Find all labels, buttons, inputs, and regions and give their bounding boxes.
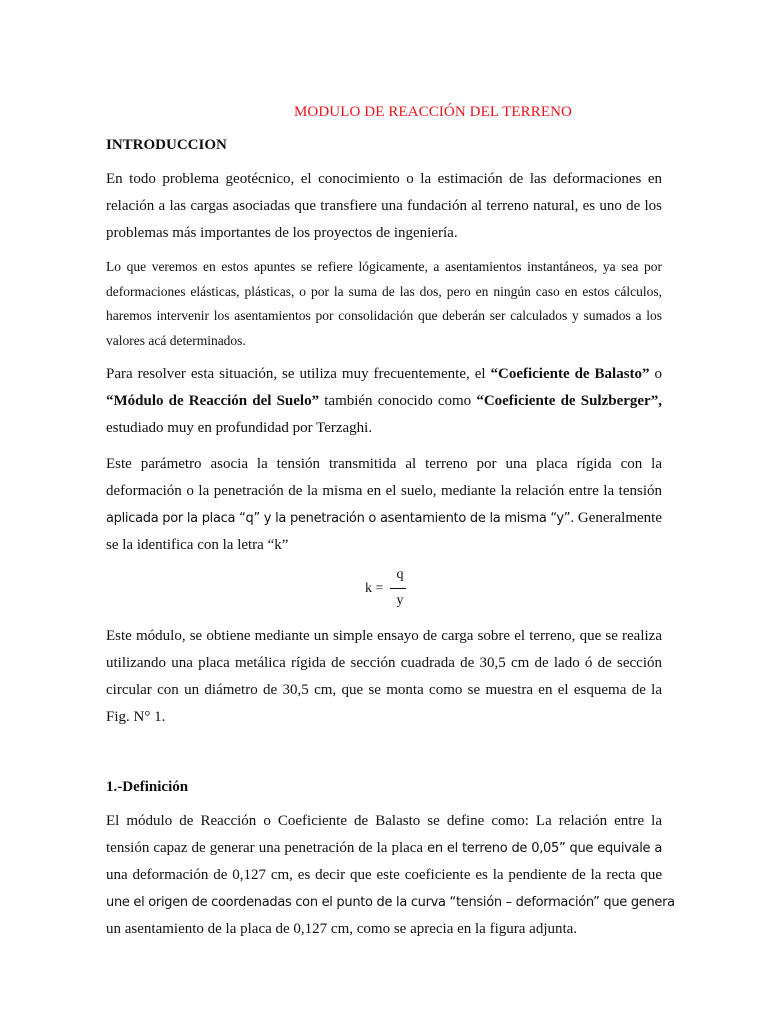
paragraph-line: Lo que veremos en estos apuntes se refiere lógicamente, a asentamientos instantáneos, ya sea por [106,259,662,274]
paragraph-line: problemas más importantes de los proyectos de ingeniería. [106,225,458,241]
paragraph-line: circular con un diámetro de 30,5 cm, que se monta como se muestra en el esquema de la [106,682,662,698]
text-run-sans: une el origen de coordenadas con el punto de la curva “tensión – deformación” que genera [106,895,675,910]
paragraph-line: estudiado muy en profundidad por Terzaghi. [106,420,373,436]
formula-numerator: q [396,567,404,582]
paragraph-5 [106,623,662,731]
formula-denominator: y [396,593,404,608]
paragraph-line: En todo problema geotécnico, el conocimiento o la estimación de las deformaciones en [106,171,662,187]
paragraph-1 [106,166,662,247]
formula-lhs: k = [365,581,384,596]
term-coeficiente-sulzberger: “Coeficiente de Sulzberger”, [476,393,662,409]
text-run: tensión capaz de generar una penetración de la placa [106,840,428,856]
paragraph-line [106,835,662,862]
term-modulo-reaccion: “Módulo de Reacción del Suelo” [106,393,320,409]
paragraph-line: deformación o la penetración de la misma en el suelo, mediante la relación entre la tensión [106,483,662,499]
text-run: Generalmente [574,510,662,526]
paragraph-line: un asentamiento de la placa de 0,127 cm, como se aprecia en la figura adjunta. [106,921,578,937]
fraction-bar [390,588,406,589]
paragraph-line [106,361,662,388]
text-run-sans: en el terreno de 0,05” que equivale a [427,841,662,856]
paragraph-3 [106,361,662,442]
section-heading-introduccion: INTRODUCCION [106,137,227,153]
paragraph-line: deformaciones elásticas, plásticas, o por la suma de las dos, pero en ningún caso en estos cálculos, [106,283,662,299]
paragraph-line: Este módulo, se obtiene mediante un simple ensayo de carga sobre el terreno, que se realiza [106,628,662,644]
paragraph-line [106,889,675,916]
paragraph-line: valores acá determinados. [106,332,246,348]
paragraph-line: Fig. N° 1. [106,709,166,725]
paragraph-6 [106,808,675,943]
paragraph-line [106,388,662,415]
section-heading-definicion: 1.-Definición [106,779,189,795]
text-run: Para resolver esta situación, se utiliza muy frecuentemente, el [106,366,491,382]
term-coeficiente-balasto: “Coeficiente de Balasto” [490,366,650,382]
paragraph-line [106,505,662,532]
paragraph-line: El módulo de Reacción o Coeficiente de Balasto se define como: La relación entre la [106,813,662,829]
paragraph-line: relación a las cargas asociadas que transfiere una fundación al terreno natural, es uno de los [106,198,662,214]
paragraph-line: se la identifica con la letra “k” [106,537,289,553]
paragraph-line: una deformación de 0,127 cm, es decir que este coeficiente es la pendiente de la recta que [106,867,662,883]
formula-k [365,567,425,611]
paragraph-line: Este parámetro asocia la tensión transmitida al terreno por una placa rígida con la [106,456,662,472]
text-run-sans: aplicada por la placa “q” y la penetración o asentamiento de la misma “y”. [106,511,575,526]
text-run: o [649,366,663,382]
paragraph-line: utilizando una placa metálica rígida de sección cuadrada de 30,5 cm de lado ó de sección [106,655,662,671]
text-run: también conocido como [319,393,477,409]
paragraph-line: haremos intervenir los asentamientos por consolidación que deberán ser calculados y sumados a los [106,308,662,323]
paragraph-4 [106,451,662,559]
document-title: MODULO DE REACCIÓN DEL TERRENO [294,104,572,120]
paragraph-2 [106,255,662,353]
